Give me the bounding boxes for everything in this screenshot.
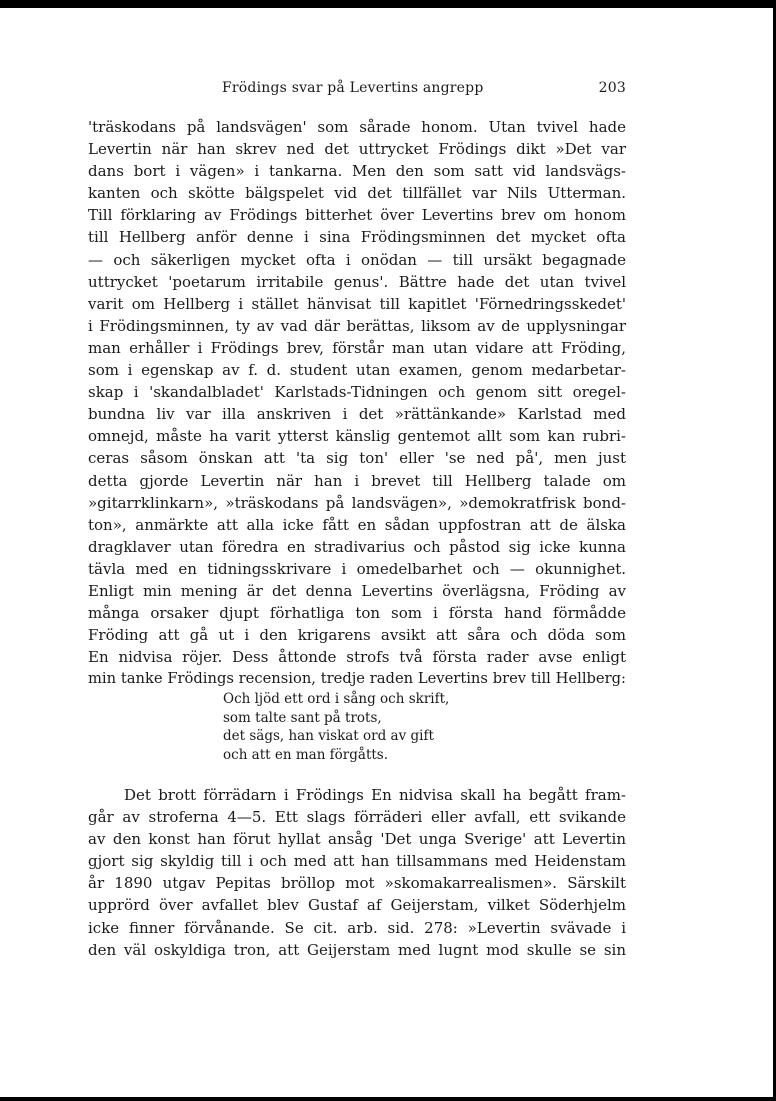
page-number: 203 <box>598 80 626 96</box>
text-line: man erhåller i Frödings brev, förstår man utan vidare att Fröding, <box>88 338 626 357</box>
paragraph-1 <box>88 116 626 690</box>
text-line: En nidvisa röjer. Dess åttonde strofs två första rader avse enligt <box>88 648 626 667</box>
text-line: Det brott förrädarn i Frödings En nidvisa skall ha begått fram- <box>124 786 626 804</box>
text-line: dragklaver utan föredra en stradivarius och påstod sig icke kunna <box>88 537 626 556</box>
verse-quotation <box>223 690 449 764</box>
page-header <box>88 80 626 100</box>
text-line: skap i 'skandalbladet' Karlstads-Tidningen och genom sitt oregel- <box>88 383 626 402</box>
text-line: — och säkerligen mycket ofta i onödan — till ursäkt begagnade <box>88 250 626 269</box>
text-line: den väl oskyldiga tron, att Geijerstam med lugnt mod skulle se sin <box>88 940 626 959</box>
text-line: uttrycket 'poetarum irritabile genus'. Bättre hade det utan tvivel <box>88 272 626 291</box>
text-line: Fröding att gå ut i den krigarens avsikt att såra och döda som <box>88 626 626 645</box>
verse-line: som talte sant på trots, <box>223 709 382 726</box>
text-line: av den konst han förut hyllat ansåg 'Det unga Sverige' att Levertin <box>88 830 626 849</box>
text-line: 'träskodans på landsvägen' som sårade honom. Utan tvivel hade <box>88 118 626 136</box>
text-line: upprörd över avfallet blev Gustaf af Geijerstam, vilket Söderhjelm <box>88 896 626 915</box>
bottom-scan-border <box>0 1097 776 1101</box>
paragraph-2 <box>88 784 626 961</box>
text-line: detta gjorde Levertin när han i brevet till Hellberg talade om <box>88 471 626 490</box>
verse-line: det sägs, han viskat ord av gift <box>223 728 434 744</box>
top-scan-border <box>0 0 776 8</box>
text-line: bundna liv var illa anskriven i det »rättänkande» Karlstad med <box>88 405 626 424</box>
text-line: i Frödingsminnen, ty av vad där berättas, liksom av de upplysningar <box>88 316 626 335</box>
text-line: icke finner förvånande. Se cit. arb. sid. 278: »Levertin svävade i <box>88 918 626 937</box>
text-line: varit om Hellberg i stället hänvisat till kapitlet 'Förnedringsskedet' <box>88 294 626 313</box>
text-line: omnejd, måste ha varit ytterst känslig gentemot allt som kan rubri- <box>88 427 626 446</box>
text-line: kanten och skötte bälgspelet vid det tillfället var Nils Utterman. <box>88 184 626 203</box>
text-line: till Hellberg anför denne i sina Frödingsminnen det mycket ofta <box>88 228 626 247</box>
running-title: Frödings svar på Levertins angrepp <box>222 80 484 96</box>
text-line: dans bort i vägen» i tankarna. Men den som satt vid landsvägs- <box>88 162 626 181</box>
text-line: går av stroferna 4—5. Ett slags förräderi eller avfall, ett svikande <box>88 808 626 827</box>
text-line: Enligt min mening är det denna Levertins överlägsna, Fröding av <box>88 581 626 600</box>
text-line: ceras såsom önskan att 'ta sig ton' eller 'se ned på', men just <box>88 449 626 468</box>
text-line: gjort sig skyldig till i och med att han tillsammans med Heidenstam <box>88 852 626 871</box>
text-line: min tanke Frödings recension, tredje raden Levertins brev till Hellberg: <box>88 670 626 688</box>
text-line: många orsaker djupt förhatliga ton som i första hand förmådde <box>88 604 626 623</box>
text-line: »gitarrklinkarn», »träskodans på landsvägen», »demokratfrisk bond- <box>88 493 626 512</box>
verse-line: Och ljöd ett ord i sång och skrift, <box>223 691 450 707</box>
verse-line: och att en man förgåtts. <box>223 746 389 763</box>
text-line: Till förklaring av Frödings bitterhet över Levertins brev om honom <box>88 206 626 225</box>
text-line: ton», anmärkte att alla icke fått en sådan uppfostran att de älska <box>88 515 626 534</box>
text-line: som i egenskap av f. d. student utan examen, genom medarbetar- <box>88 361 626 380</box>
text-line: tävla med en tidningsskrivare i omedelbarhet och — okunnighet. <box>88 559 626 578</box>
text-line: Levertin när han skrev ned det uttrycket Frödings dikt »Det var <box>88 140 626 159</box>
text-line: år 1890 utgav Pepitas bröllop mot »skomakarrealismen». Särskilt <box>88 874 626 893</box>
